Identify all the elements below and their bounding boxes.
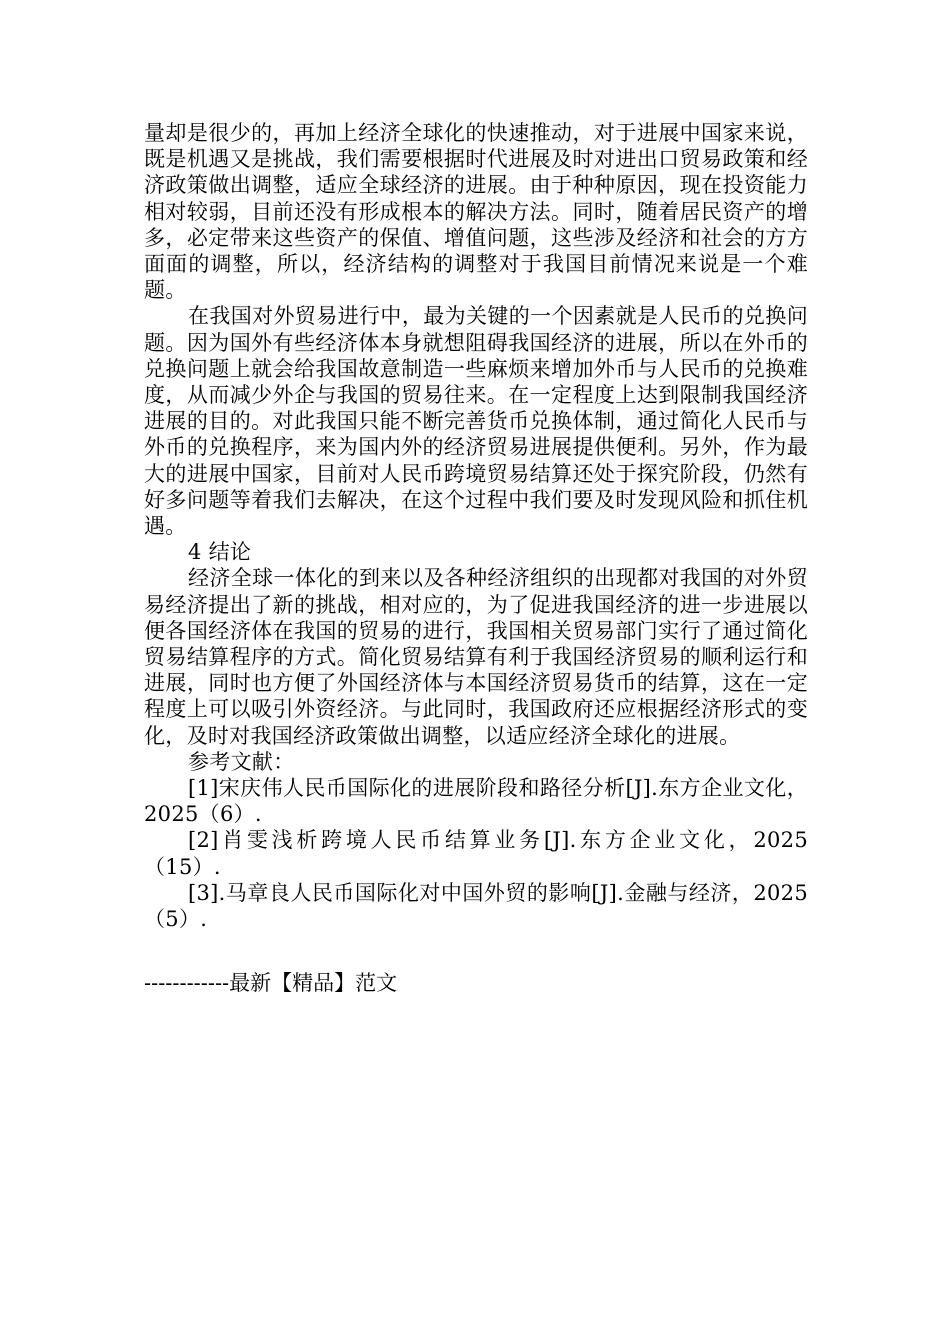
body-paragraph-3: 经济全球一体化的到来以及各种经济组织的出现都对我国的对外贸易经济提出了新的挑战，相对应的，为了促进我国经济的进一步进展以便各国经济体在我国的贸易的进行，我国相关贸易部门实行了通过简化贸易结算程序的方式。简化贸易结算有利于我国经济贸易的顺利运行和进展，同时也方便了外国经济体与本国经济贸易货币的结算，这在一定程度上可以吸引外资经济。与此同时，我国政府还应根据经济形式的变化，及时对我国经济政策做出调整，以适应经济全球化的进展。: [144, 566, 808, 748]
body-paragraph-2: 在我国对外贸易进行中，最为关键的一个因素就是人民币的兑换问题。因为国外有些经济体本身就想阻碍我国经济的进展，所以在外币的兑换问题上就会给我国故意制造一些麻烦来增加外币与人民币的兑换难度，从而减少外企与我国的贸易往来。在一定程度上达到限制我国经济进展的目的。对此我国只能不断完善货币兑换体制，通过简化人民币与外币的兑换程序，来为国内外的经济贸易进展提供便利。另外，作为最大的进展中国家，目前对人民币跨境贸易结算还处于探究阶段，仍然有好多问题等着我们去解决，在这个过程中我们要及时发现风险和抓住机遇。: [144, 304, 808, 539]
document-page: [144, 120, 808, 932]
reference-item-2: [2]肖雯浅析跨境人民币结算业务[J].东方企业文化，2025（15）.: [144, 828, 808, 879]
references-section: [144, 749, 808, 932]
references-heading: 参考文献：: [188, 749, 295, 774]
section-heading-conclusion: 4 结论: [188, 540, 252, 565]
footer-tagline: ------------最新【精品】范文: [144, 971, 398, 995]
reference-item-3: [3].马章良人民币国际化对中国外贸的影响[J].金融与经济，2025（5）.: [144, 880, 808, 932]
body-paragraph-1: 量却是很少的，再加上经济全球化的快速推动，对于进展中国家来说，既是机遇又是挑战，我们需要根据时代进展及时对进出口贸易政策和经济政策做出调整，适应全球经济的进展。由于种种原因，现在投资能力相对较弱，目前还没有形成根本的解决方法。同时，随着居民资产的增多，必定带来这些资产的保值、增值问题，这些涉及经济和社会的方方面面的调整，所以，经济结构的调整对于我国目前情况来说是一个难题。: [144, 121, 808, 303]
reference-item-1: [1]宋庆伟人民币国际化的进展阶段和路径分析[J].东方企业文化，2025（6）.: [144, 776, 808, 827]
